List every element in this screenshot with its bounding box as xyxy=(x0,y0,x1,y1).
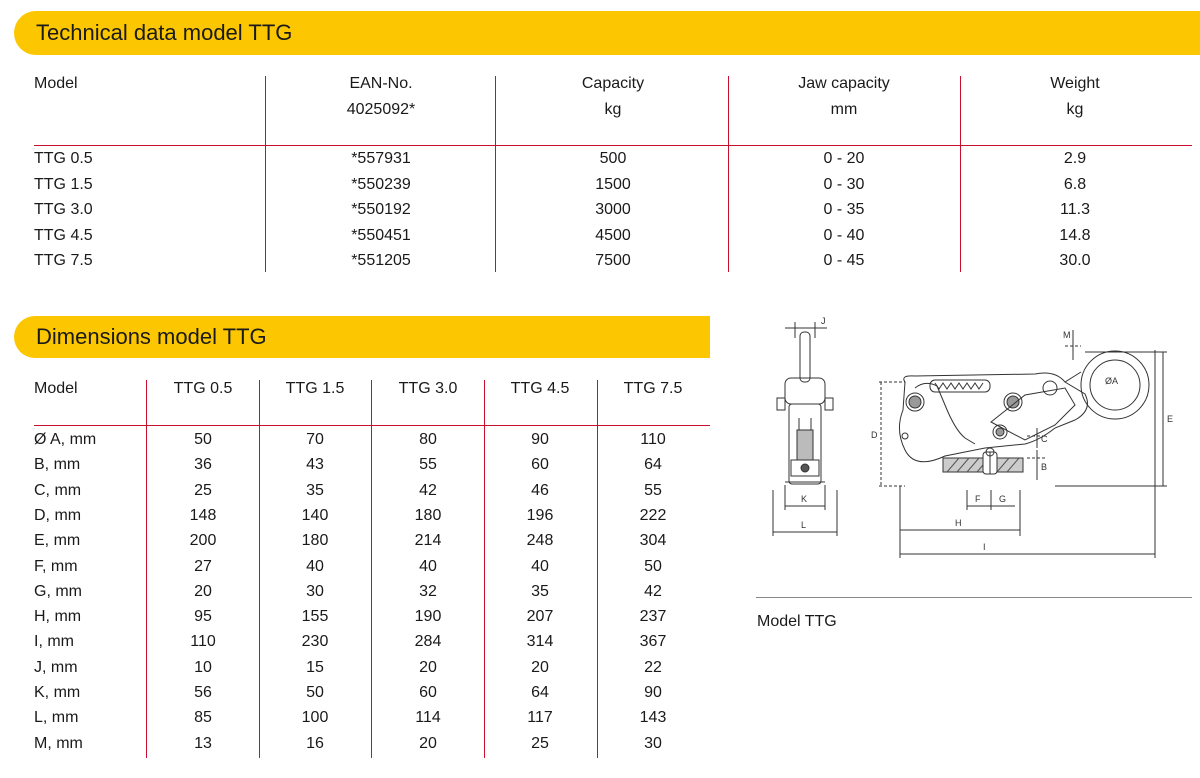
dims-cell: 90 xyxy=(531,431,549,448)
dims-cell: 20 xyxy=(194,582,212,600)
tech-col-divider xyxy=(495,76,496,272)
front-view xyxy=(879,330,1167,558)
dims-cell: 314 xyxy=(526,633,554,651)
technical-data-title: Technical data model TTG xyxy=(36,20,293,45)
dims-header-5: TTG 7.5 xyxy=(623,380,683,397)
dims-cell: 25 xyxy=(194,481,212,499)
dims-cell: 117 xyxy=(527,709,553,727)
tech-cell: 3000 xyxy=(595,201,631,218)
tech-cell: *550451 xyxy=(351,226,411,244)
dims-cell: 95 xyxy=(194,608,212,626)
tech-header-2: Capacity xyxy=(581,75,645,92)
dims-cell: 40 xyxy=(419,557,437,575)
dim-label-a: ØA xyxy=(1105,376,1119,386)
dims-cell: 60 xyxy=(531,456,549,474)
tech-header-unit-3: mm xyxy=(830,101,858,118)
dims-cell: M, mm xyxy=(34,734,83,752)
dim-label-m: M xyxy=(1063,330,1071,340)
dims-cell: 180 xyxy=(301,532,329,550)
tech-header-3: Jaw capacity xyxy=(798,75,890,92)
dims-cell: B, mm xyxy=(34,456,81,474)
dims-cell: E, mm xyxy=(34,532,81,550)
dims-cell: 196 xyxy=(526,506,554,524)
dims-cell: 36 xyxy=(194,456,212,474)
dims-header-rule xyxy=(34,425,710,426)
dims-cell: 32 xyxy=(419,582,437,600)
tech-cell: *550192 xyxy=(351,201,411,218)
dims-col-divider xyxy=(371,380,372,758)
tech-cell: TTG 4.5 xyxy=(34,226,93,244)
dims-cell: 43 xyxy=(306,456,324,474)
dims-cell: 367 xyxy=(639,633,667,651)
tech-cell: 6.8 xyxy=(1063,175,1087,193)
tech-header-unit-1: 4025092* xyxy=(346,101,416,118)
dims-cell: K, mm xyxy=(34,684,81,701)
dims-cell: 46 xyxy=(531,481,549,499)
tech-cell: 14.8 xyxy=(1059,226,1091,244)
dim-label-b: B xyxy=(1041,462,1048,472)
dims-header-0: Model xyxy=(34,380,78,397)
dim-label-h: H xyxy=(955,518,962,528)
dims-cell: 110 xyxy=(640,431,666,448)
dims-cell: 10 xyxy=(194,658,212,676)
dims-cell: C, mm xyxy=(34,481,82,499)
dims-cell: 190 xyxy=(414,608,442,626)
tech-header-unit-2: kg xyxy=(604,101,622,118)
tech-header-0: Model xyxy=(34,75,78,92)
dims-cell: 85 xyxy=(194,709,212,727)
tech-cell: 7500 xyxy=(595,252,631,269)
dim-label-g: G xyxy=(999,494,1007,504)
dims-cell: 200 xyxy=(189,532,217,550)
dims-cell: 35 xyxy=(531,582,549,600)
dims-cell: 222 xyxy=(639,506,667,524)
dims-cell: 207 xyxy=(526,608,554,626)
dims-cell: I, mm xyxy=(34,633,74,651)
tech-cell: TTG 0.5 xyxy=(34,150,93,167)
dims-cell: 56 xyxy=(194,684,212,701)
dims-cell: 140 xyxy=(301,506,329,524)
dims-cell: 180 xyxy=(414,506,442,524)
tech-col-divider xyxy=(728,76,729,272)
dims-cell: 114 xyxy=(415,709,441,727)
dims-cell: 70 xyxy=(306,431,324,448)
tech-cell: 500 xyxy=(599,150,627,167)
dims-cell: 30 xyxy=(306,582,324,600)
tech-header-unit-4: kg xyxy=(1066,101,1084,118)
dims-cell: 40 xyxy=(306,557,324,575)
tech-cell: 30.0 xyxy=(1059,252,1091,269)
dim-label-c: C xyxy=(1041,434,1048,444)
tech-cell: 0 - 30 xyxy=(823,175,865,193)
dims-cell: 50 xyxy=(644,557,662,575)
dims-cell: 64 xyxy=(644,456,662,474)
dims-cell: 13 xyxy=(194,734,212,752)
dims-cell: 80 xyxy=(419,431,437,448)
dims-cell: 20 xyxy=(419,658,437,676)
tech-header-1: EAN-No. xyxy=(349,75,413,92)
dims-cell: D, mm xyxy=(34,506,82,524)
dims-cell: 35 xyxy=(306,481,324,499)
caption-divider xyxy=(756,597,1192,598)
dims-cell: 55 xyxy=(419,456,437,474)
dims-cell: 248 xyxy=(526,532,554,550)
dims-cell: 148 xyxy=(189,506,217,524)
dims-cell: 22 xyxy=(644,658,662,676)
dimensions-title: Dimensions model TTG xyxy=(36,324,267,349)
tech-cell: *550239 xyxy=(351,175,411,193)
tech-col-divider xyxy=(265,76,266,272)
dimensions-banner xyxy=(14,316,710,358)
dims-cell: H, mm xyxy=(34,608,82,626)
dims-cell: 40 xyxy=(531,557,549,575)
tech-cell: 2.9 xyxy=(1063,150,1087,167)
dim-label-j: J xyxy=(821,316,826,326)
dim-label-d: D xyxy=(871,430,878,440)
dims-cell: 304 xyxy=(639,532,667,550)
dims-cell: 42 xyxy=(644,582,662,600)
dims-cell: 25 xyxy=(531,734,549,752)
dims-cell: 110 xyxy=(190,633,216,651)
dims-cell: 16 xyxy=(306,734,324,752)
tech-cell: *557931 xyxy=(351,150,411,167)
dims-cell: 55 xyxy=(644,481,662,499)
dims-header-1: TTG 0.5 xyxy=(173,380,233,397)
tech-cell: 4500 xyxy=(595,226,631,244)
tech-cell: 1500 xyxy=(595,175,631,193)
tech-header-4: Weight xyxy=(1050,75,1100,92)
drawing-caption: Model TTG xyxy=(757,613,837,630)
tech-cell: TTG 3.0 xyxy=(34,201,93,218)
tech-cell: *551205 xyxy=(351,252,411,269)
tech-cell: 11.3 xyxy=(1060,201,1090,218)
dims-cell: 50 xyxy=(194,431,212,448)
dims-cell: 284 xyxy=(414,633,442,651)
dims-cell: 30 xyxy=(644,734,662,752)
dims-cell: 60 xyxy=(419,684,437,701)
dims-cell: 64 xyxy=(531,684,549,701)
technical-data-banner xyxy=(14,11,1200,55)
dims-cell: G, mm xyxy=(34,582,82,600)
dim-label-e: E xyxy=(1167,414,1174,424)
dims-cell: 237 xyxy=(639,608,667,626)
dims-cell: 90 xyxy=(644,684,662,701)
dims-cell: F, mm xyxy=(34,557,78,575)
dims-cell: 15 xyxy=(306,658,324,676)
dims-cell: 50 xyxy=(306,684,324,701)
dims-cell: L, mm xyxy=(34,709,79,727)
tech-cell: 0 - 20 xyxy=(823,150,865,167)
dims-cell: J, mm xyxy=(34,658,78,676)
dim-label-l: L xyxy=(801,520,807,530)
tech-header-rule xyxy=(34,145,1192,146)
dims-cell: 230 xyxy=(301,633,329,651)
tech-col-divider xyxy=(960,76,961,272)
dims-header-4: TTG 4.5 xyxy=(510,380,570,397)
dims-col-divider xyxy=(146,380,147,758)
dims-cell: 155 xyxy=(301,608,329,626)
dims-cell: 143 xyxy=(639,709,667,727)
dims-cell: 100 xyxy=(301,709,329,727)
technical-drawing xyxy=(755,310,1195,560)
dims-header-3: TTG 3.0 xyxy=(398,380,458,397)
dims-header-2: TTG 1.5 xyxy=(285,380,345,397)
tech-cell: 0 - 45 xyxy=(823,252,865,269)
dim-label-k: K xyxy=(801,494,808,504)
dim-label-i: I xyxy=(983,542,986,552)
dims-cell: 214 xyxy=(414,532,442,550)
dims-cell: Ø A, mm xyxy=(34,431,97,448)
tech-cell: 0 - 35 xyxy=(823,201,865,218)
dims-cell: 42 xyxy=(419,481,437,499)
tech-cell: TTG 7.5 xyxy=(34,252,93,269)
tech-cell: 0 - 40 xyxy=(823,226,865,244)
dims-cell: 20 xyxy=(531,658,549,676)
dim-label-f: F xyxy=(975,494,981,504)
dims-cell: 20 xyxy=(419,734,437,752)
dims-cell: 27 xyxy=(194,557,212,575)
tech-cell: TTG 1.5 xyxy=(34,175,93,193)
